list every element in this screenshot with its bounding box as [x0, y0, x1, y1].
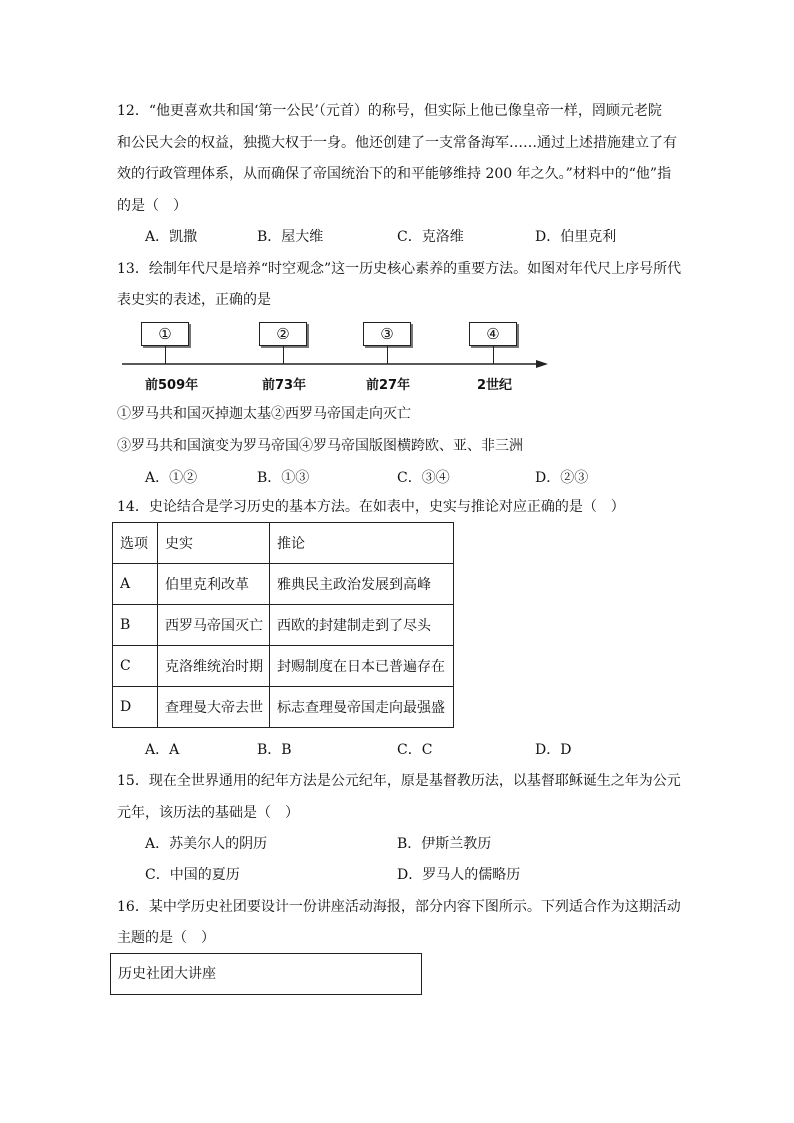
table-row [113, 687, 454, 728]
table-cell: C [113, 646, 158, 687]
q15-option-d[interactable]: D．罗马人的儒略历 [397, 867, 521, 883]
q13-option-c[interactable]: C．③④ [397, 470, 450, 486]
table-cell: B [113, 605, 158, 646]
q16-line-2: 主题的是（ ） [117, 930, 215, 946]
q12-option-c[interactable]: C．克洛维 [397, 229, 464, 245]
q13-statement-2: ③罗马共和国演变为罗马帝国④罗马帝国版图横跨欧、亚、非三洲 [117, 438, 523, 454]
q13-line-1: 13．绘制年代尺是培养“时空观念”这一历史核心素养的重要方法。如图对年代尺上序号所代 [117, 261, 682, 277]
q16-poster-title: 历史社团大讲座 [118, 966, 216, 982]
q15-option-b[interactable]: B．伊斯兰教历 [397, 836, 492, 852]
q12-line-4: 的是（ ） [117, 198, 187, 214]
q14-option-b[interactable]: B．B [257, 742, 292, 758]
table-header-cell: 史实 [158, 523, 270, 564]
table-cell: 克洛维统治时期 [158, 646, 270, 687]
q12-option-b[interactable]: B．屋大维 [257, 229, 324, 245]
timeline-label-3: 前27年 [366, 378, 411, 393]
q15-option-c[interactable]: C．中国的夏历 [145, 867, 240, 883]
q12-option-a[interactable]: A．凯撒 [145, 229, 198, 245]
q14-option-c[interactable]: C．C [397, 742, 433, 758]
q12-option-d[interactable]: D．伯里克利 [535, 229, 617, 245]
q13-option-d[interactable]: D．②③ [535, 470, 589, 486]
table-cell: 封赐制度在日本已普遍存在 [270, 646, 454, 687]
timeline-label-1: 前509年 [145, 378, 199, 393]
timeline-marker-1: ① [141, 322, 189, 346]
q13-line-2: 表史实的表述，正确的是 [117, 292, 271, 308]
q15-line-2: 元年，该历法的基础是（ ） [117, 805, 299, 821]
timeline-marker-3: ③ [363, 322, 411, 346]
timeline-label-2: 前73年 [262, 378, 307, 393]
q13-option-b[interactable]: B．①③ [257, 470, 310, 486]
q15-options-row-1 [145, 834, 705, 854]
timeline-marker-4: ④ [469, 322, 517, 346]
table-cell: D [113, 687, 158, 728]
q12-line-1: 12．“他更喜欢共和国‘第一公民’（元首）的称号，但实际上他已像皇帝一样，罔顾元老院 [117, 103, 662, 119]
table-row [113, 646, 454, 687]
table-cell: A [113, 564, 158, 605]
q12-line-3: 效的行政管理体系，从而确保了帝国统治下的和平能够维持 200 年之久。”材料中的“他”指 [117, 166, 672, 182]
table-row [113, 605, 454, 646]
q14-option-a[interactable]: A．A [145, 742, 180, 758]
table-header-row [113, 523, 454, 564]
q13-option-a[interactable]: A．①② [145, 470, 198, 486]
q14-line-1: 14．史论结合是学习历史的基本方法。在如表中，史实与推论对应正确的是（ ） [117, 499, 625, 515]
table-cell: 查理曼大帝去世 [158, 687, 270, 728]
q16-line-1: 16．某中学历史社团要设计一份讲座活动海报，部分内容下图所示。下列适合作为这期活动 [117, 899, 681, 915]
q15-option-a[interactable]: A．苏美尔人的阴历 [145, 836, 268, 852]
q13-statement-1: ①罗马共和国灭掉迦太基②西罗马帝国走向灭亡 [117, 406, 411, 422]
q14-options [145, 740, 705, 760]
table-cell: 伯里克利改革 [158, 564, 270, 605]
q15-line-1: 15．现在全世界通用的纪年方法是公元纪年，原是基督教历法，以基督耶稣诞生之年为公元 [117, 773, 681, 789]
table-cell: 西欧的封建制走到了尽头 [270, 605, 454, 646]
q13-options [145, 468, 705, 488]
table-cell: 西罗马帝国灭亡 [158, 605, 270, 646]
q14-table [112, 522, 454, 728]
timeline-label-4: 2世纪 [477, 378, 513, 393]
table-cell: 标志查理曼帝国走向最强盛 [270, 687, 454, 728]
table-header-cell: 选项 [113, 523, 158, 564]
timeline-marker-2: ② [259, 322, 307, 346]
table-header-cell: 推论 [270, 523, 454, 564]
table-cell: 雅典民主政治发展到高峰 [270, 564, 454, 605]
timeline-axis-arrow [120, 358, 550, 370]
q14-option-d[interactable]: D．D [535, 742, 572, 758]
q16-poster-box [110, 953, 422, 995]
q12-options [145, 227, 705, 247]
q12-line-2: 和公民大会的权益，独揽大权于一身。他还创建了一支常备海军……通过上述措施建立了有 [117, 135, 677, 151]
table-row [113, 564, 454, 605]
q15-options-row-2 [145, 865, 705, 885]
